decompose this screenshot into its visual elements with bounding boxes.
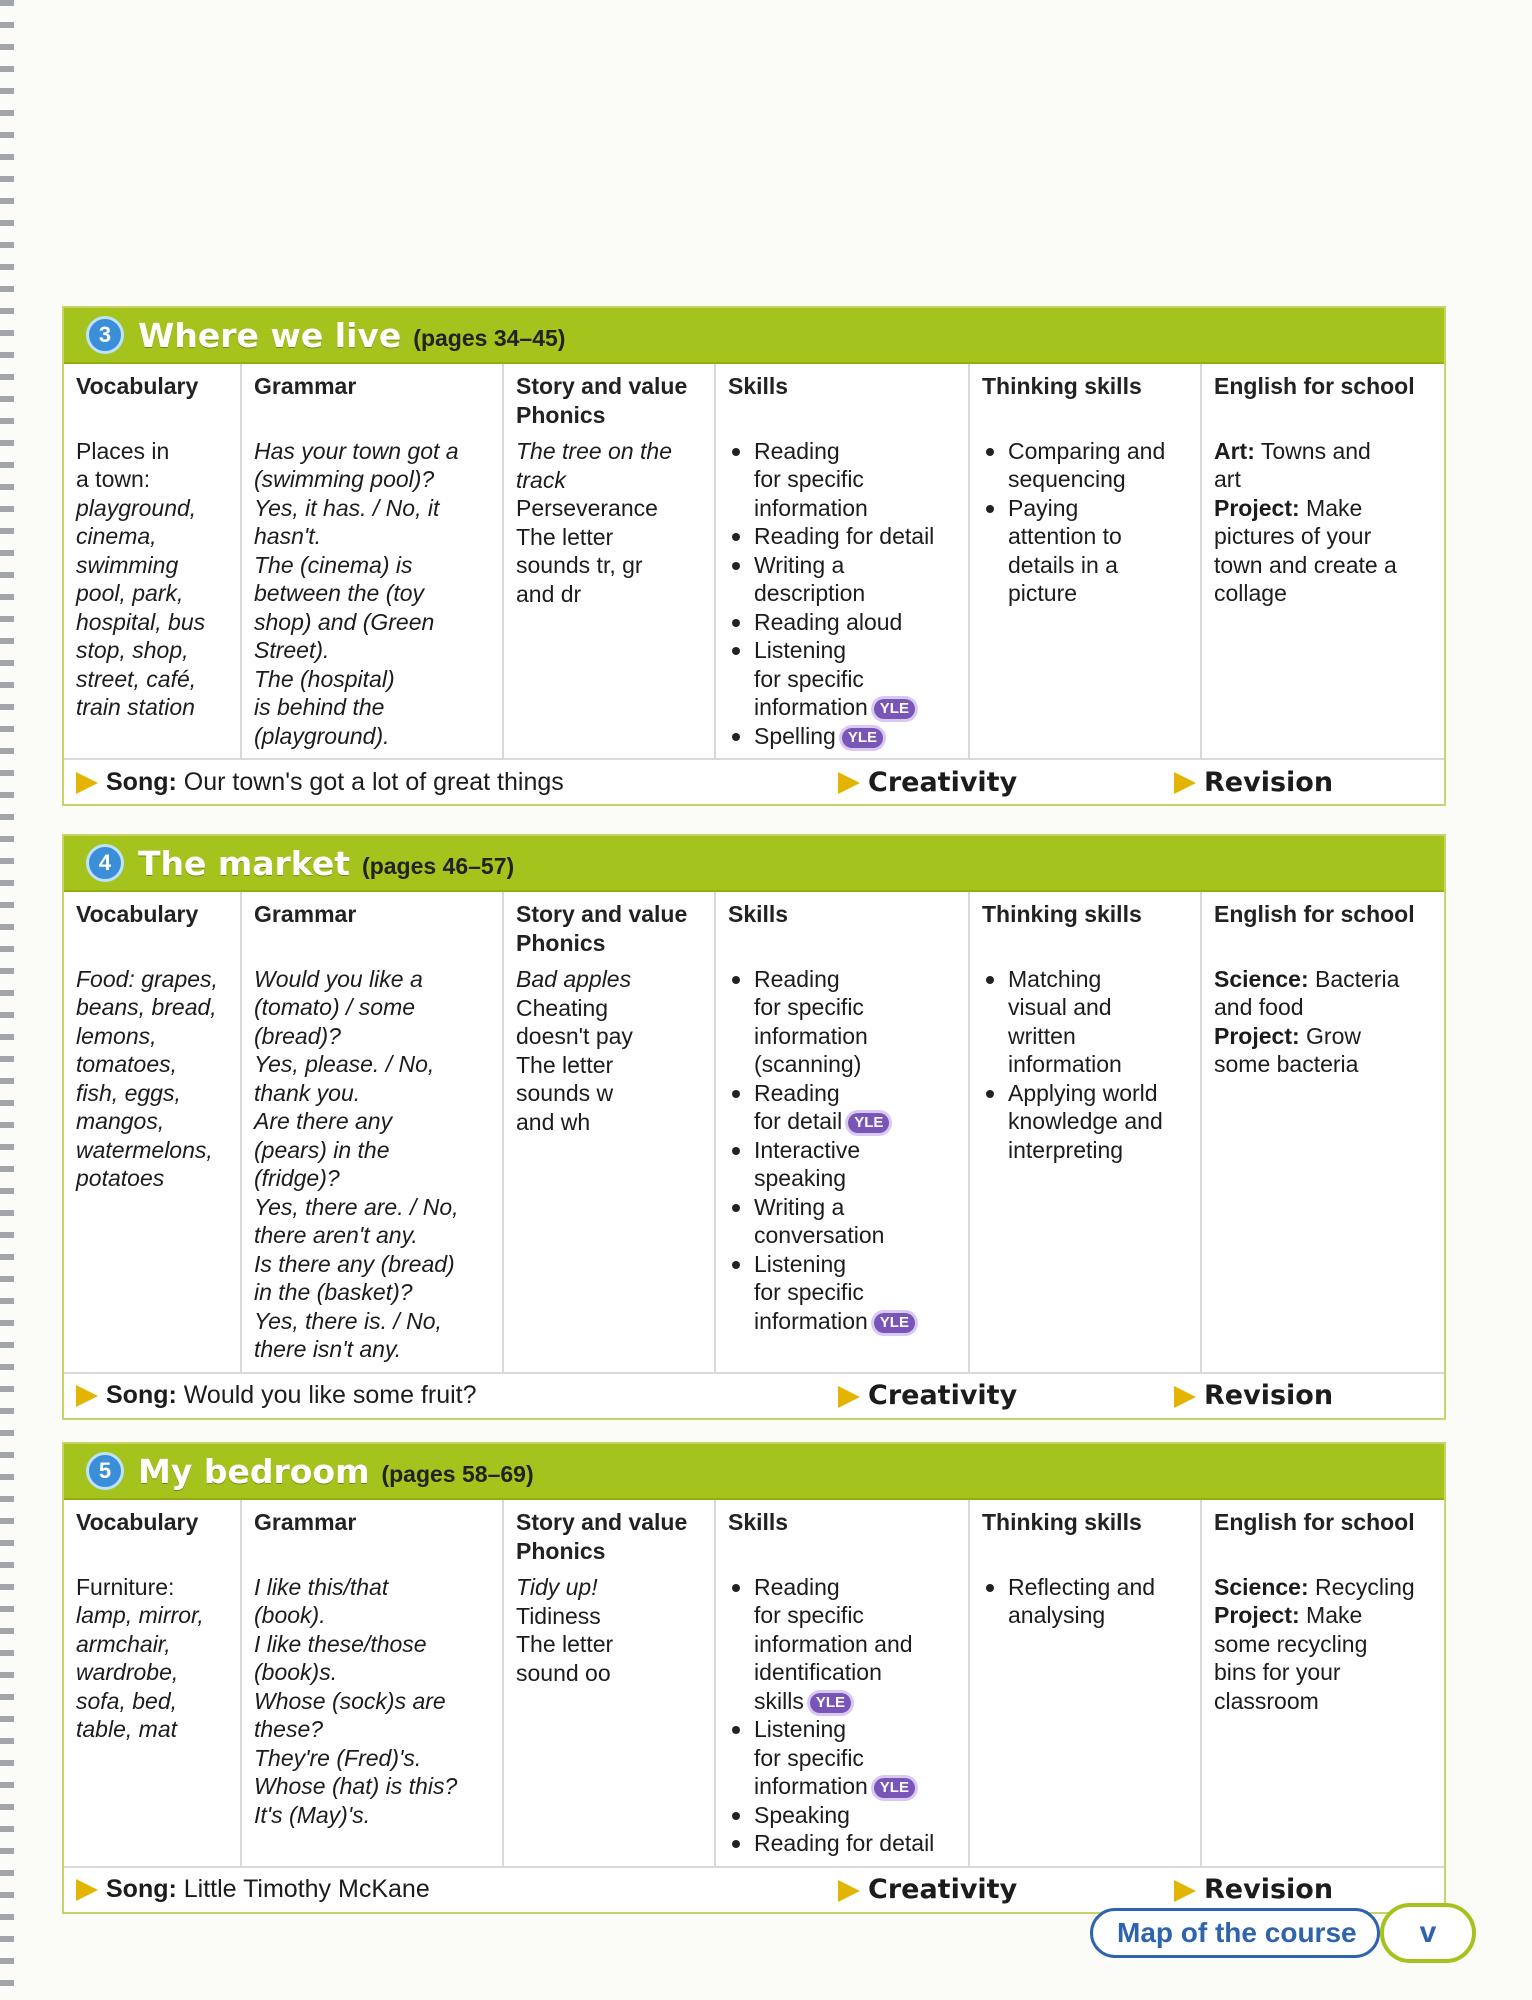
unit-footer	[64, 758, 1444, 804]
list-item	[728, 636, 958, 722]
song-label: Song:	[106, 1381, 177, 1409]
project-text: some recycling	[1214, 1630, 1368, 1657]
skill-line: information and	[754, 1630, 913, 1657]
skill-line: Spelling	[754, 722, 836, 749]
list-item	[728, 1136, 958, 1193]
grammar-column	[242, 1500, 504, 1866]
grammar-line: (pears) in the	[254, 1136, 390, 1163]
unit-title: Where we live	[138, 315, 402, 355]
skill-line: Reading	[754, 1573, 840, 1600]
grammar-line: (playground).	[254, 722, 390, 749]
skills-list	[728, 437, 958, 751]
project-text: Make	[1306, 494, 1363, 521]
project-text: pictures of your	[1214, 523, 1372, 549]
skills-column	[716, 892, 970, 1372]
list-item	[728, 551, 958, 608]
header-line: Story and value	[516, 373, 688, 399]
creativity-text: Creativity	[868, 1874, 1018, 1905]
grammar-line: Would you like a	[254, 965, 423, 992]
vocab-line: street, café,	[76, 665, 197, 692]
song-line	[76, 768, 564, 797]
story-line: sounds tr, gr	[516, 552, 643, 578]
story-line: Perseverance	[516, 495, 658, 521]
vocab-line: wardrobe,	[76, 1659, 179, 1685]
list-item	[728, 437, 958, 523]
grammar-line: there isn't any.	[254, 1336, 402, 1362]
unit-4-table	[62, 834, 1446, 1420]
header-line: Phonics	[516, 929, 606, 956]
list-item	[982, 1573, 1190, 1630]
unit-number-badge: 3	[86, 316, 124, 354]
unit-pages: (pages 46–57)	[362, 852, 515, 879]
thinking-line: attention to	[1008, 523, 1122, 549]
song-label: Song:	[106, 767, 177, 796]
grammar-line: hasn't.	[254, 523, 322, 549]
grammar-column	[242, 364, 504, 758]
skill-line: for specific	[754, 994, 864, 1020]
grammar-line: It's (May)'s.	[254, 1801, 371, 1828]
skill-line: information	[754, 694, 868, 720]
unit-number-badge: 5	[86, 1452, 124, 1490]
skill-line: Listening	[754, 637, 847, 663]
grammar-line: shop) and (Green	[254, 608, 435, 635]
story-line: The letter	[516, 523, 614, 550]
vocab-line: Food: grapes,	[76, 965, 218, 992]
triangle-icon	[1174, 772, 1196, 794]
skill-line: identification	[754, 1659, 882, 1685]
column-header: Grammar	[254, 901, 357, 927]
subject-text: Towns and	[1260, 437, 1371, 464]
grammar-line: The (cinema) is	[254, 551, 413, 578]
thinking-list	[982, 965, 1190, 1165]
column-header: Vocabulary	[76, 1509, 199, 1535]
list-item	[982, 965, 1190, 1079]
grammar-line: there aren't any.	[254, 1222, 418, 1248]
thinking-line: information	[1008, 1051, 1122, 1077]
vocab-line: Places in	[76, 437, 170, 464]
thinking-line: sequencing	[1008, 466, 1126, 492]
vocab-line: Furniture:	[76, 1573, 175, 1600]
project-text: Make	[1306, 1602, 1363, 1628]
project-label: Project:	[1214, 1602, 1300, 1628]
triangle-icon	[838, 772, 860, 794]
list-item	[982, 494, 1190, 608]
vocabulary-column	[64, 1500, 242, 1866]
list-item	[728, 1715, 958, 1801]
story-line: and wh	[516, 1108, 591, 1135]
unit-pages: (pages 34–45)	[413, 324, 566, 351]
triangle-icon	[1174, 1880, 1196, 1902]
column-header: Skills	[728, 1509, 789, 1535]
project-text: town and create a	[1214, 551, 1397, 578]
triangle-icon	[76, 1385, 98, 1407]
header-line: Phonics	[516, 1537, 606, 1564]
thinking-line: Applying world	[1008, 1079, 1158, 1106]
column-header: Vocabulary	[76, 373, 199, 399]
subject-label: Science:	[1214, 965, 1309, 992]
skill-line: Reading	[754, 965, 840, 992]
grammar-line: I like this/that	[254, 1573, 389, 1600]
grammar-line: (book)s.	[254, 1659, 338, 1685]
yle-badge: YLE	[810, 1693, 851, 1713]
vocab-line: train station	[76, 694, 195, 720]
skill-line: skills	[754, 1687, 804, 1714]
grammar-line: Is there any (bread)	[254, 1250, 455, 1277]
subject-label: Art:	[1214, 437, 1255, 464]
story-column	[504, 1500, 716, 1866]
creativity-label	[838, 1874, 1017, 1905]
skill-line: Reading for detail	[754, 1830, 935, 1856]
unit-number-badge: 4	[86, 844, 124, 882]
grammar-column	[242, 892, 504, 1372]
skill-line: (scanning)	[754, 1051, 862, 1077]
unit-pages: (pages 58–69)	[381, 1460, 534, 1487]
column-header: Grammar	[254, 373, 357, 399]
list-item	[728, 1250, 958, 1336]
vocab-line: playground,	[76, 494, 197, 521]
yle-badge: YLE	[842, 728, 883, 748]
skill-line: Listening	[754, 1250, 847, 1277]
thinking-line: analysing	[1008, 1602, 1106, 1628]
song-line	[76, 1381, 477, 1410]
thinking-line: picture	[1008, 580, 1078, 606]
yle-badge: YLE	[874, 699, 915, 719]
list-item	[728, 1193, 958, 1250]
unit-header	[64, 1444, 1444, 1500]
list-item	[982, 1079, 1190, 1165]
subject-text: art	[1214, 466, 1241, 492]
project-text: collage	[1214, 580, 1287, 606]
skill-line: information	[754, 1022, 868, 1049]
grammar-line: (fridge)?	[254, 1165, 340, 1191]
vocab-line: lemons,	[76, 1022, 157, 1049]
grammar-line: is behind the	[254, 694, 385, 720]
vocab-line: a town:	[76, 466, 151, 492]
list-item	[728, 522, 958, 551]
list-item	[728, 722, 958, 751]
column-header	[516, 1508, 704, 1565]
unit-title: My bedroom	[138, 1451, 370, 1491]
project-text: classroom	[1214, 1687, 1319, 1714]
subject-text: Recycling	[1315, 1573, 1415, 1600]
thinking-line: visual and	[1008, 994, 1112, 1020]
spiral-binding	[0, 0, 14, 2000]
skill-line: Reading	[754, 1079, 840, 1106]
header-line: Story and value	[516, 1509, 688, 1535]
vocab-line: table, mat	[76, 1716, 177, 1742]
thinking-column	[970, 892, 1202, 1372]
grammar-line: Whose (sock)s are	[254, 1687, 446, 1714]
triangle-icon	[1174, 1386, 1196, 1408]
column-header: Grammar	[254, 1509, 357, 1535]
vocab-line: swimming	[76, 551, 179, 578]
story-line: The letter	[516, 1631, 614, 1657]
grammar-line: Yes, there is. / No,	[254, 1307, 442, 1334]
skills-column	[716, 1500, 970, 1866]
vocab-line: watermelons,	[76, 1136, 213, 1163]
skill-line: conversation	[754, 1222, 885, 1248]
grammar-line: (bread)?	[254, 1022, 341, 1049]
english-column	[1202, 364, 1440, 758]
grammar-line: thank you.	[254, 1079, 361, 1106]
subject-text: Bacteria	[1315, 965, 1400, 992]
vocab-line: armchair,	[76, 1630, 171, 1657]
grammar-line: Yes, there are. / No,	[254, 1193, 459, 1220]
vocabulary-column	[64, 364, 242, 758]
skill-line: Writing a	[754, 1193, 845, 1220]
grammar-line: (book).	[254, 1602, 326, 1628]
creativity-label	[838, 767, 1017, 798]
grammar-line: They're (Fred)'s.	[254, 1744, 422, 1771]
unit-header	[64, 308, 1444, 364]
thinking-column	[970, 364, 1202, 758]
skill-line: information	[754, 1773, 868, 1799]
project-label: Project:	[1214, 1022, 1300, 1049]
skills-column	[716, 364, 970, 758]
header-line: Story and value	[516, 901, 688, 927]
skill-line: for specific	[754, 1602, 864, 1628]
vocab-line: stop, shop,	[76, 637, 189, 663]
skill-line: for specific	[754, 1744, 864, 1771]
story-line: sound oo	[516, 1659, 611, 1686]
column-header: English for school	[1214, 901, 1415, 927]
grammar-line: in the (basket)?	[254, 1279, 413, 1305]
list-item	[728, 608, 958, 637]
story-line: and dr	[516, 580, 582, 607]
english-column	[1202, 892, 1440, 1372]
unit-5-table	[62, 1442, 1446, 1914]
thinking-line: Matching	[1008, 965, 1102, 992]
thinking-column	[970, 1500, 1202, 1866]
project-text: some bacteria	[1214, 1051, 1359, 1077]
grammar-line: Yes, please. / No,	[254, 1051, 435, 1077]
story-line: Bad apples	[516, 966, 632, 992]
header-line: Phonics	[516, 401, 606, 428]
vocab-line: beans, bread,	[76, 994, 217, 1020]
thinking-line: Paying	[1008, 494, 1079, 521]
english-column	[1202, 1500, 1440, 1866]
unit-title: The market	[138, 843, 351, 883]
vocab-line: tomatoes,	[76, 1051, 177, 1077]
project-label: Project:	[1214, 494, 1300, 521]
yle-badge: YLE	[874, 1778, 915, 1798]
skill-line: for specific	[754, 665, 864, 692]
skill-line: Speaking	[754, 1801, 850, 1828]
story-line: The tree on the	[516, 438, 672, 464]
column-header: Thinking skills	[982, 901, 1142, 927]
vocab-line: lamp, mirror,	[76, 1602, 204, 1628]
skills-list	[728, 1573, 958, 1858]
revision-text: Revision	[1204, 766, 1334, 798]
triangle-icon	[76, 772, 98, 794]
skill-line: Writing a	[754, 551, 845, 578]
vocab-line: hospital, bus	[76, 608, 206, 635]
column-header: English for school	[1214, 373, 1415, 399]
grammar-line: (tomato) / some	[254, 994, 416, 1020]
column-header: Skills	[728, 901, 789, 927]
list-item	[728, 1573, 958, 1716]
skill-line: Reading	[754, 437, 840, 464]
skill-line: Interactive	[754, 1136, 861, 1163]
story-column	[504, 364, 716, 758]
skills-list	[728, 965, 958, 1336]
grammar-line: I like these/those	[254, 1630, 427, 1657]
grammar-line: Yes, it has. / No, it	[254, 494, 440, 521]
grammar-line: these?	[254, 1716, 324, 1742]
list-item	[728, 965, 958, 1079]
story-line: The letter	[516, 1051, 614, 1078]
song-line	[76, 1875, 430, 1904]
triangle-icon	[838, 1880, 860, 1902]
thinking-list	[982, 437, 1190, 608]
yle-badge: YLE	[874, 1313, 915, 1333]
story-line: Tidiness	[516, 1602, 601, 1629]
list-item	[728, 1829, 958, 1858]
skill-line: for specific	[754, 1279, 864, 1305]
unit-footer	[64, 1372, 1444, 1418]
vocab-line: fish, eggs,	[76, 1079, 181, 1106]
skill-line: for specific	[754, 466, 864, 492]
thinking-line: details in a	[1008, 551, 1118, 578]
list-item	[728, 1079, 958, 1136]
grammar-line: (swimming pool)?	[254, 466, 435, 492]
subject-text: and food	[1214, 994, 1304, 1020]
revision-text: Revision	[1204, 1380, 1334, 1411]
song-title: Little Timothy McKane	[183, 1875, 430, 1903]
column-header: Skills	[728, 373, 789, 399]
skill-line: information	[754, 1307, 868, 1334]
section-label: Map of the course	[1090, 1908, 1380, 1958]
vocab-line: mangos,	[76, 1108, 165, 1134]
grammar-line: Has your town got a	[254, 437, 459, 464]
song-title: Would you like some fruit?	[183, 1381, 477, 1409]
skill-line: description	[754, 580, 866, 606]
vocab-line: sofa, bed,	[76, 1687, 178, 1714]
vocab-line: pool, park,	[76, 580, 184, 606]
grammar-line: Whose (hat) is this?	[254, 1773, 458, 1799]
story-line: doesn't pay	[516, 1023, 633, 1049]
page-number: v	[1380, 1903, 1476, 1963]
revision-label	[1174, 1380, 1333, 1411]
creativity-label	[838, 1380, 1017, 1411]
creativity-text: Creativity	[868, 1380, 1018, 1411]
thinking-line: Reflecting and	[1008, 1573, 1156, 1600]
skill-line: speaking	[754, 1165, 847, 1191]
skill-line: Listening	[754, 1716, 847, 1742]
creativity-text: Creativity	[868, 766, 1018, 798]
list-item	[982, 437, 1190, 494]
thinking-list	[982, 1573, 1190, 1630]
project-text: Grow	[1306, 1022, 1361, 1049]
unit-3-table	[62, 306, 1446, 806]
unit-columns	[64, 1500, 1444, 1866]
column-header	[516, 900, 704, 957]
vocab-line: potatoes	[76, 1165, 165, 1191]
project-text: bins for your	[1214, 1659, 1341, 1685]
unit-footer	[64, 1866, 1444, 1912]
column-header: Thinking skills	[982, 373, 1142, 399]
skill-line: Reading for detail	[754, 523, 935, 549]
grammar-line: The (hospital)	[254, 665, 395, 692]
story-line: track	[516, 466, 566, 493]
thinking-line: knowledge and	[1008, 1108, 1163, 1134]
story-line: Cheating	[516, 994, 609, 1021]
column-header: English for school	[1214, 1509, 1415, 1535]
subject-label: Science:	[1214, 1573, 1309, 1600]
unit-columns	[64, 364, 1444, 758]
vocabulary-column	[64, 892, 242, 1372]
grammar-line: between the (toy	[254, 580, 425, 606]
column-header: Thinking skills	[982, 1509, 1142, 1535]
thinking-line: interpreting	[1008, 1136, 1124, 1163]
revision-label	[1174, 767, 1333, 798]
triangle-icon	[838, 1386, 860, 1408]
column-header: Vocabulary	[76, 901, 199, 927]
unit-header	[64, 836, 1444, 892]
revision-text: Revision	[1204, 1874, 1334, 1905]
thinking-line: written	[1008, 1022, 1076, 1049]
yle-badge: YLE	[848, 1113, 889, 1133]
list-item	[728, 1801, 958, 1830]
skill-line: for detail	[754, 1108, 843, 1134]
column-header	[516, 372, 704, 429]
vocab-line: cinema,	[76, 523, 157, 549]
skill-line: information	[754, 494, 868, 521]
song-title: Our town's got a lot of great things	[183, 767, 564, 796]
skill-line: Reading aloud	[754, 608, 903, 635]
thinking-line: Comparing and	[1008, 437, 1166, 464]
grammar-line: Street).	[254, 637, 330, 663]
unit-columns	[64, 892, 1444, 1372]
revision-label	[1174, 1874, 1333, 1905]
story-column	[504, 892, 716, 1372]
grammar-line: Are there any	[254, 1108, 393, 1134]
triangle-icon	[76, 1879, 98, 1901]
story-line: Tidy up!	[516, 1574, 598, 1600]
song-label: Song:	[106, 1875, 177, 1903]
story-line: sounds w	[516, 1080, 614, 1106]
